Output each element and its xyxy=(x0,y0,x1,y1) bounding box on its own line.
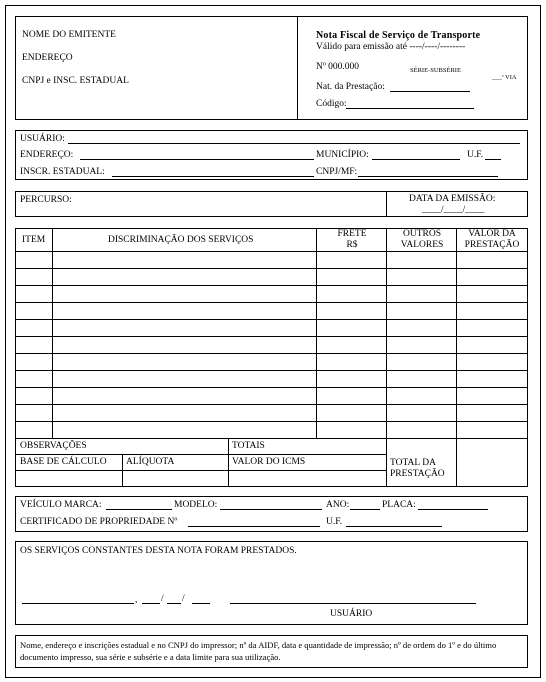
nat-prestacao-label: Nat. da Prestação: xyxy=(316,82,385,92)
modelo-line[interactable] xyxy=(220,509,322,510)
col-desc-header: DISCRIMINAÇÃO DOS SERVIÇOS xyxy=(108,235,254,245)
nat-prestacao-line[interactable] xyxy=(390,91,470,92)
table-row-line xyxy=(15,370,528,371)
header-divider xyxy=(297,16,298,120)
table-row-line xyxy=(15,268,528,269)
percurso-label: PERCURSO: xyxy=(20,195,72,205)
modelo-label: MODELO: xyxy=(174,500,218,510)
totals-mid-line xyxy=(15,454,386,455)
table-row-line xyxy=(15,285,528,286)
veiculo-marca-line[interactable] xyxy=(106,509,172,510)
user-inscr-label: INSCR. ESTADUAL: xyxy=(20,167,105,177)
col-outros-header-1: OUTROS xyxy=(402,229,441,239)
form-title: Nota Fiscal de Serviço de Transporte xyxy=(316,30,481,41)
place-comma: , xyxy=(135,595,138,605)
document-number: Nº 000.000 xyxy=(316,62,360,72)
col-divider-desc xyxy=(316,228,317,438)
emitter-name-label: NOME DO EMITENTE xyxy=(22,30,116,40)
total-prestacao-label-1: TOTAL DA xyxy=(390,458,436,468)
table-row-line xyxy=(15,421,528,422)
user-cnpj-line[interactable] xyxy=(358,176,498,177)
ano-label: ANO: xyxy=(326,500,350,510)
signature-line[interactable] xyxy=(230,603,476,604)
user-usuario-label: USUÁRIO: xyxy=(20,134,65,144)
via-label: ___ª VIA xyxy=(492,74,517,81)
user-inscr-line[interactable] xyxy=(112,176,314,177)
vehicle-uf-label: U.F. xyxy=(326,517,343,527)
items-box xyxy=(15,228,528,487)
user-uf-line[interactable] xyxy=(485,159,501,160)
printer-note: Nome, endereço e inscrições estadual e no CNPJ do impressor; nº da AIDF, data e quantidade de impressão; nº de ordem do 1º e do último documento impresso, sua série e subsérie e a data limite para sua utilização. xyxy=(20,640,497,662)
series-label: SÉRIE-SUBSÉRIE xyxy=(410,67,461,74)
user-cnpj-label: CNPJ/MF: xyxy=(316,167,358,177)
place-line[interactable] xyxy=(22,603,134,604)
codigo-label: Código: xyxy=(316,99,347,109)
col-outros-header-2: VALORES xyxy=(400,240,444,250)
aliquota-label: ALÍQUOTA xyxy=(126,457,175,467)
col-frete-header-1: FRETE xyxy=(337,229,367,239)
veiculo-marca-label: VEÍCULO MARCA: xyxy=(20,500,102,510)
placa-line[interactable] xyxy=(418,509,488,510)
user-usuario-line[interactable] xyxy=(68,143,520,144)
codigo-line[interactable] xyxy=(346,108,474,109)
ano-line[interactable] xyxy=(350,509,380,510)
services-statement: OS SERVIÇOS CONSTANTES DESTA NOTA FORAM PRESTADOS. xyxy=(20,546,297,556)
col-item-header: ITEM xyxy=(22,235,46,245)
aliquota-divider xyxy=(122,454,123,487)
date-slash-1: / xyxy=(161,594,164,604)
table-row-line xyxy=(15,387,528,388)
totals-lower-line xyxy=(15,470,386,471)
valor-icms-label: VALOR DO ICMS xyxy=(232,457,306,467)
date-day-line[interactable] xyxy=(142,603,160,604)
table-row-line xyxy=(15,404,528,405)
data-emissao-label: DATA DA EMISSÃO: xyxy=(409,194,496,204)
user-municipio-label: MUNICÍPIO: xyxy=(316,150,369,160)
date-year-line[interactable] xyxy=(192,603,210,604)
valid-until-text: Válido para emissão até ----/----/-------- xyxy=(316,42,466,52)
certificado-line[interactable] xyxy=(188,526,320,527)
placa-label: PLACA: xyxy=(382,500,416,510)
totais-label: TOTAIS xyxy=(232,441,265,451)
user-endereco-label: ENDEREÇO: xyxy=(20,150,74,160)
user-municipio-line[interactable] xyxy=(372,159,460,160)
col-valor-header-2: PRESTAÇÃO xyxy=(464,240,520,250)
table-row-line xyxy=(15,251,528,252)
observacoes-label: OBSERVAÇÕES xyxy=(20,441,87,451)
col-divider-frete xyxy=(386,228,387,487)
table-row-line xyxy=(15,353,528,354)
table-row-line xyxy=(15,319,528,320)
data-emissao-blank[interactable]: ____/____/____ xyxy=(422,205,485,215)
col-divider-item xyxy=(52,228,53,438)
emitter-cnpj-label: CNPJ e INSC. ESTADUAL xyxy=(22,76,129,86)
user-endereco-line[interactable] xyxy=(80,159,314,160)
total-prestacao-label-2: PRESTAÇÃO xyxy=(390,469,445,479)
date-month-line[interactable] xyxy=(167,603,181,604)
totals-divider xyxy=(228,438,229,487)
user-uf-label: U.F. xyxy=(467,150,484,160)
date-slash-2: / xyxy=(182,594,185,604)
base-calculo-label: BASE DE CÁLCULO xyxy=(20,457,107,467)
signature-usuario-label: USUÁRIO xyxy=(330,609,373,619)
col-valor-header-1: VALOR DA xyxy=(468,229,516,239)
emitter-address-label: ENDEREÇO xyxy=(22,53,73,63)
col-frete-header-2: R$ xyxy=(346,240,358,250)
vehicle-uf-line[interactable] xyxy=(346,526,442,527)
table-row-line xyxy=(15,438,528,439)
route-divider xyxy=(386,191,387,217)
col-divider-outros xyxy=(456,228,457,487)
table-row-line xyxy=(15,302,528,303)
table-row-line xyxy=(15,336,528,337)
certificado-label: CERTIFICADO DE PROPRIEDADE Nº xyxy=(20,517,178,527)
